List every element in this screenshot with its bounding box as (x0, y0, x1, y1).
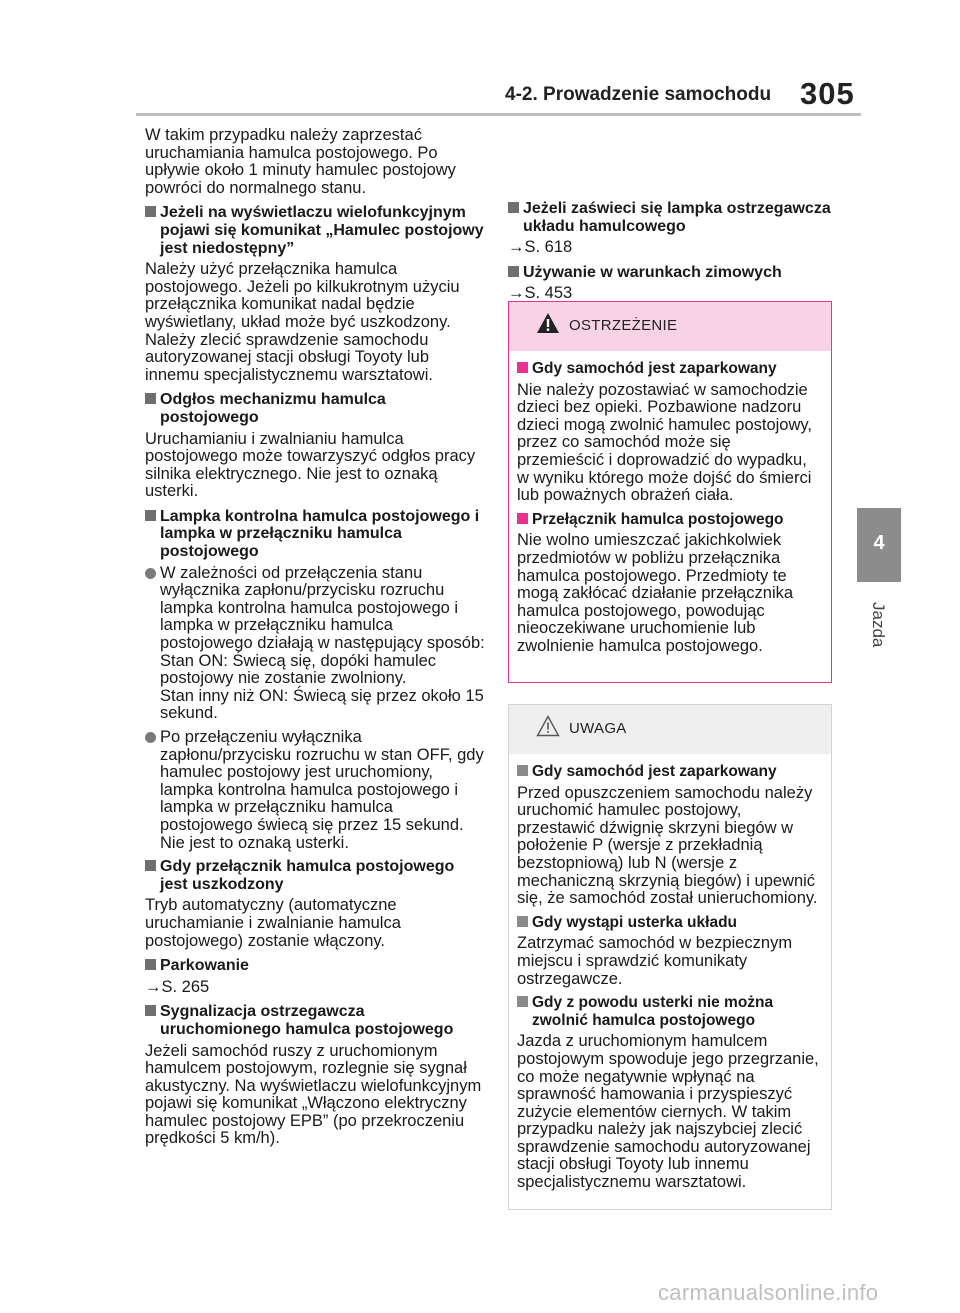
intro-paragraph: W takim przypadku należy zaprzestać uruchamiania hamulca postojowego. Po upływie około 1 minuty hamulec postojowy powróci do normalnego stanu. (145, 126, 456, 197)
warning-title: OSTRZEŻENIE (569, 317, 678, 334)
square-bullet-icon (517, 362, 528, 373)
warning-text: Nie należy pozostawiać w samochodzie dzieci bez opieki. Pozbawione nadzoru dzieci mogą zwolnić hamulec postojowy, przez co samochód może się przemieścić i doprowadzić do wypadku, w wyniku którego może dojść do śmierci lub poważnych obrażeń ciała. (517, 380, 812, 505)
list-item: Po przełączeniu wyłącznika zapłonu/przycisku rozruchu w stan OFF, gdy hamulec postojowy jest uruchomiony, lampka kontrolna hamulca postojowego i lampka w przełączniku hamulca postojowego świecą się przez 15 sekund. Nie jest to oznaką usterki. (145, 729, 485, 852)
warning-body (509, 351, 831, 656)
circle-bullet-icon (145, 732, 156, 743)
page-number: 305 (800, 76, 855, 111)
page-reference: →S. 618 (508, 238, 573, 257)
square-bullet-icon (508, 202, 519, 213)
section-heading: Odgłos mechanizmu hamulca postojowego (145, 391, 485, 426)
page-reference: →S. 265 (145, 977, 210, 996)
chapter-label: Jazda (869, 602, 888, 648)
section-text: Jeżeli samochód ruszy z uruchomionym hamulcem postojowym, rozlegnie się sygnał akustyczny. Na wyświetlaczu wielofunkcyjnym pojawi się komunikat „Włączono elektryczny hamulec postojowy EPB” (po przekroczeniu prędkości 5 km/h). (145, 1041, 482, 1148)
watermark: carmanualsonline.info (658, 1280, 879, 1305)
notice-header (509, 705, 831, 754)
notice-heading: Gdy z powodu usterki nie można zwolnić hamulca postojowego (517, 994, 822, 1029)
section-heading: Jeżeli zaświeci się lampka ostrzegawcza układu hamulcowego (508, 200, 833, 235)
circle-bullet-icon (145, 568, 156, 579)
square-bullet-icon (508, 266, 519, 277)
header-divider (136, 113, 861, 116)
square-bullet-icon (145, 1005, 156, 1016)
section-heading: Lampka kontrolna hamulca postojowego i lampka w przełączniku hamulca postojowego (145, 508, 485, 561)
section-text: Tryb automatyczny (automatyczne uruchamianie i zwalnianie hamulca postojowego) zostanie włączony. (145, 896, 401, 950)
warning-heading: Przełącznik hamulca postojowego (517, 511, 822, 529)
notice-heading: Gdy wystąpi usterka układu (517, 914, 822, 932)
section-heading: Jeżeli na wyświetlaczu wielofunkcyjnym pojawi się komunikat „Hamulec postojowy jest niedostępny” (145, 204, 485, 257)
chapter-number: 4 (873, 532, 885, 554)
section-text: Uruchamianiu i zwalnianiu hamulca postojowego może towarzyszyć odgłos pracy silnika elektrycznego. Nie jest to oznaką usterki. (145, 429, 476, 501)
section-heading: Używanie w warunkach zimowych (508, 264, 833, 282)
notice-body (509, 754, 831, 1192)
notice-text: Zatrzymać samochód w bezpiecznym miejscu i sprawdzić komunikaty ostrzegawcze. (517, 934, 793, 988)
square-bullet-icon (145, 393, 156, 404)
notice-title: UWAGA (569, 720, 627, 737)
square-bullet-icon (145, 510, 156, 521)
warning-text: Nie wolno umieszczać jakichkolwiek przedmiotów w pobliżu przełącznika hamulca postojowego. Przedmioty te mogą zakłócać działanie przełącznika hamulca postojowego, powodując nieoczekiwane uruchomienie lub zwolnienie hamulca postojowego. (517, 531, 794, 655)
list-item: W zależności od przełączenia stanu wyłącznika zapłonu/przycisku rozruchu lampka kontrolna hamulca postojowego i lampka w przełączniku hamulca postojowego działają w następujący sposób: Stan ON: Świecą się, dopóki hamulec postojowy nie zostanie zwolniony. Stan inny niż ON: Świecą się przez około 15 sekund. (145, 565, 485, 723)
notice-text: Jazda z uruchomionym hamulcem postojowym spowoduje jego przegrzanie, co może negatywnie wpłynąć na sprawność hamowania i przyspieszyć zużycie elementów ciernych. W takim przypadku należy jak najszybciej zlecić sprawdzenie samochodu autoryzowanej stacji obsługi Toyoty lub innemu specjalistycznemu warsztatowi. (517, 1032, 819, 1192)
right-column-top (508, 200, 833, 310)
warning-triangle-icon (536, 312, 560, 334)
notice-box (508, 704, 832, 1210)
square-bullet-icon (517, 996, 528, 1007)
square-bullet-icon (517, 916, 528, 927)
section-heading: Parkowanie (145, 957, 485, 975)
notice-heading: Gdy samochód jest zaparkowany (517, 763, 822, 781)
caution-triangle-icon (536, 715, 560, 737)
square-bullet-icon (145, 959, 156, 970)
section-heading: Sygnalizacja ostrzegawcza uruchomionego hamulca postojowego (145, 1003, 485, 1038)
section-title: 4-2. Prowadzenie samochodu (505, 84, 772, 105)
page-reference: →S. 453 (508, 284, 573, 303)
square-bullet-icon (517, 765, 528, 776)
warning-heading: Gdy samochód jest zaparkowany (517, 360, 822, 378)
square-bullet-icon (145, 206, 156, 217)
square-bullet-icon (145, 860, 156, 871)
left-column (145, 127, 485, 1155)
section-text: Należy użyć przełącznika hamulca postojowego. Jeżeli po kilkukrotnym użyciu przełącznika komunikat nadal będzie wyświetlany, układ może być uszkodzony. Należy zlecić sprawdzenie samochodu autoryzowanej stacji obsługi Toyoty lub innemu specjalistycznemu warsztatowi. (145, 260, 460, 384)
square-bullet-icon (517, 513, 528, 524)
notice-text: Przed opuszczeniem samochodu należy uruchomić hamulec postojowy, przestawić dźwignię skrzyni biegów w położenie P (wersje z przekładnią bezstopniową) lub N (wersje z mechaniczną skrzynią biegów) i upewnić się, że samochód został unieruchomiony. (517, 783, 818, 908)
warning-header (509, 302, 831, 351)
section-heading: Gdy przełącznik hamulca postojowego jest uszkodzony (145, 858, 485, 893)
warning-box (508, 301, 832, 683)
